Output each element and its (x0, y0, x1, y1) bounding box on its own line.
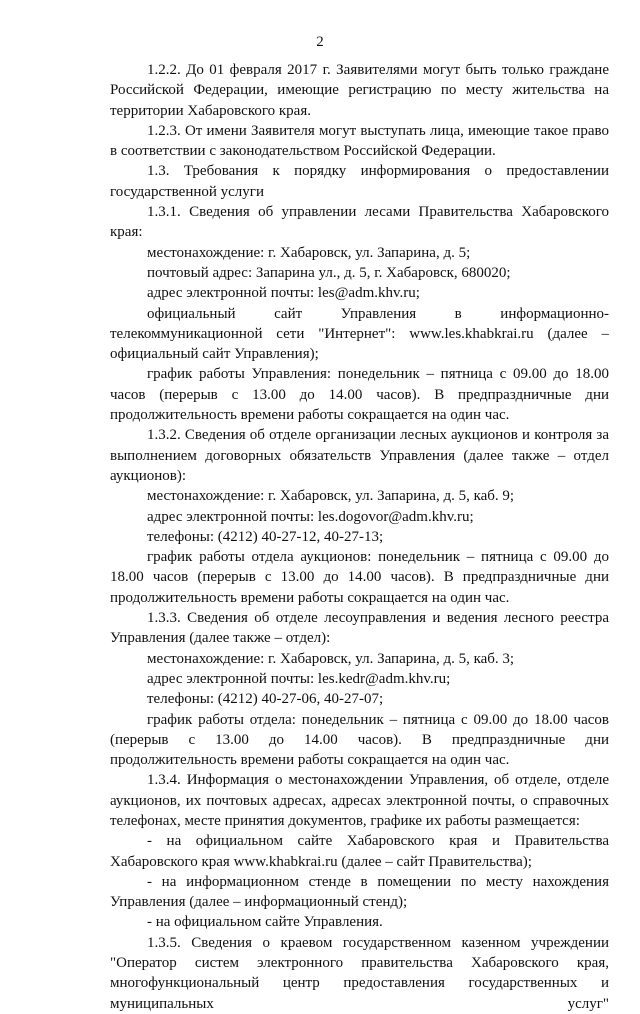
page-number: 2 (316, 34, 324, 50)
paragraph: - на официальном сайте Управления. (147, 914, 383, 931)
paragraph: - на официальном сайте Хабаровского края и Правительства Хабаровского края www.khabkrai.ru (далее – сайт Правительства); (110, 833, 609, 870)
paragraph: официальный сайт Управления в информационно-телекоммуникационной сети "Интернет": www.les.khabkrai.ru (далее – официальный сайт Управления); (110, 305, 609, 363)
paragraph: график работы Управления: понедельник – пятница с 09.00 до 18.00 часов (перерыв с 13.00 до 14.00 часов). В предпраздничные дни продолжительность времени работы сокращается на один час. (110, 366, 609, 424)
paragraph: адрес электронной почты: les.dogovor@adm.khv.ru; (147, 508, 474, 525)
paragraph: местонахождение: г. Хабаровск, ул. Запарина, д. 5, каб. 9; (147, 488, 515, 505)
paragraph: адрес электронной почты: les@adm.khv.ru; (147, 285, 420, 302)
paragraph: 1.2.3. От имени Заявителя могут выступать лица, имеющие такое право в соответствии с законодательством Российской Федерации. (110, 122, 609, 160)
paragraph: 1.3.5. Сведения о краевом государственном казенном учреждении "Оператор систем электронного правительства Хабаровского края, многофункциональный центр предоставления государственных и муниципальных услуг" (110, 934, 609, 1012)
paragraph: местонахождение: г. Хабаровск, ул. Запарина, д. 5; (147, 244, 471, 261)
paragraph: 1.3.3. Сведения об отделе лесоуправления и ведения лесного реестра Управления (далее также – отдел): (110, 610, 609, 647)
paragraph: 1.2.2. До 01 февраля 2017 г. Заявителями могут быть только граждане Российской Федерации, имеющие регистрацию по месту жительства на территории Хабаровского края. (110, 62, 609, 119)
paragraph: телефоны: (4212) 40-27-06, 40-27-07; (147, 691, 384, 708)
paragraph: график работы отдела: понедельник – пятница с 09.00 до 18.00 часов (перерыв с 13.00 до 14.00 часов). В предпраздничные дни продолжительность времени работы сокращается на один час. (110, 711, 609, 769)
paragraph: 1.3.4. Информация о местонахождении Управления, об отделе, отделе аукционов, их почтовых адресах, адресах электронной почты, о справочных телефонах, месте принятия документов, графике их работы размещается: (110, 772, 609, 829)
paragraph: 1.3.2. Сведения об отделе организации лесных аукционов и контроля за выполнением договорных обязательств Управления (далее также – отдел аукционов): (110, 427, 609, 484)
paragraph: телефоны: (4212) 40-27-12, 40-27-13; (147, 528, 384, 545)
paragraph: 1.3. Требования к порядку информирования о предоставлении государственной услуги (110, 163, 609, 200)
paragraph: - на информационном стенде в помещении по месту нахождения Управления (далее – информационный стенд); (110, 873, 609, 911)
paragraph: местонахождение: г. Хабаровск, ул. Запарина, д. 5, каб. 3; (147, 650, 515, 667)
paragraph: график работы отдела аукционов: понедельник – пятница с 09.00 до 18.00 часов (перерыв с 13.00 до 14.00 часов). В предпраздничные дни продолжительность времени работы сокращается на один час. (110, 549, 609, 606)
paragraph: адрес электронной почты: les.kedr@adm.khv.ru; (147, 670, 451, 687)
paragraph: почтовый адрес: Запарина ул., д. 5, г. Хабаровск, 680020; (147, 264, 511, 281)
paragraph: 1.3.1. Сведения об управлении лесами Правительства Хабаровского края: (110, 204, 609, 241)
document-body (110, 60, 609, 1014)
